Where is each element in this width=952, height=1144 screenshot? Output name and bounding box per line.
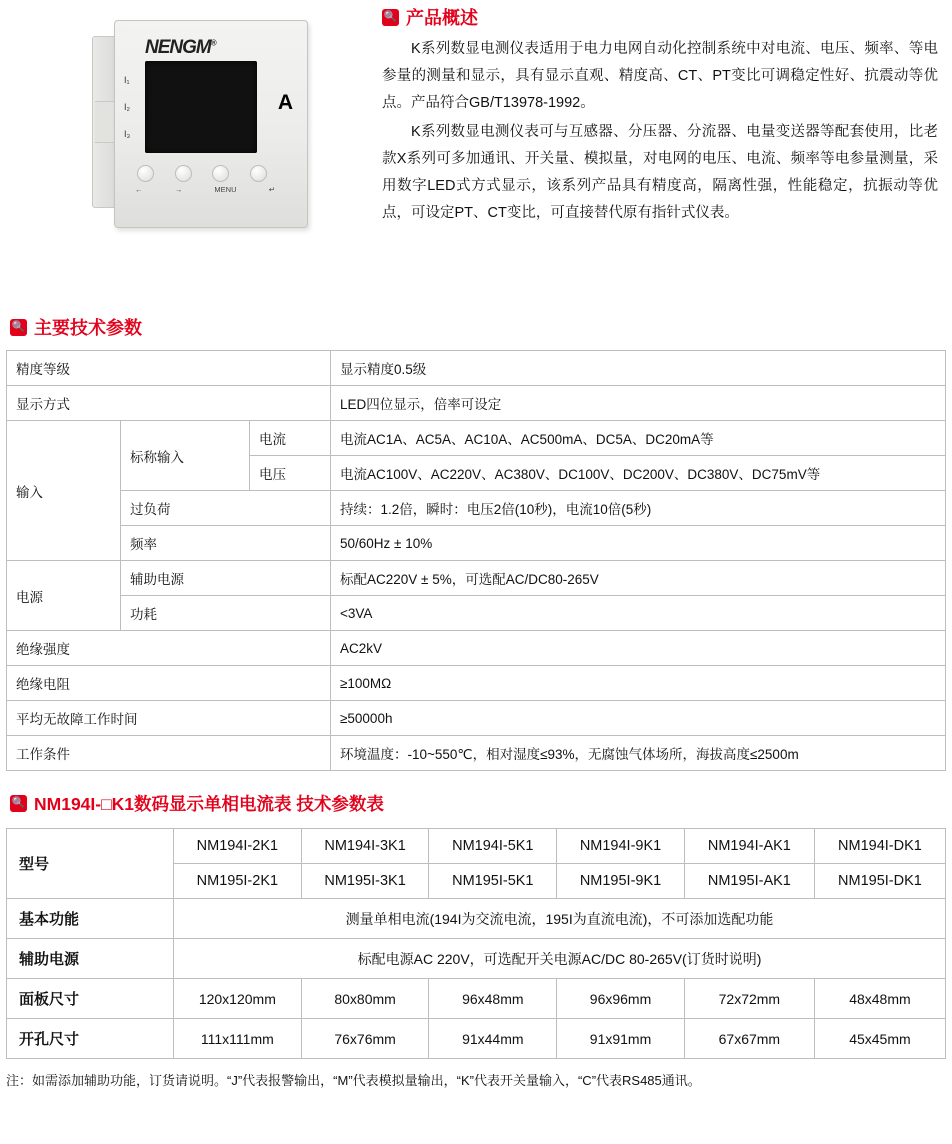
button-menu[interactable]: [212, 165, 229, 182]
panel-size-cell: 96x96mm: [557, 979, 685, 1019]
button-label-left: ←: [135, 185, 143, 194]
spec-label-insulation-resistance: 绝缘电阻: [7, 666, 331, 701]
table-row: [7, 979, 946, 1019]
spec-heading-text: 主要技术参数: [34, 318, 142, 338]
table-row: [7, 491, 946, 526]
spec-sublabel-voltage: 电压: [250, 456, 331, 491]
hole-size-cell: 111x111mm: [174, 1019, 302, 1059]
spec-label-power: 电源: [7, 561, 121, 631]
param-heading-text: NM194I-□K1数码显示单相电流表 技术参数表: [34, 794, 384, 814]
button-label-menu: MENU: [214, 185, 237, 194]
table-row: [7, 596, 946, 631]
button-left[interactable]: [137, 165, 154, 182]
param-label-model: 型号: [7, 829, 174, 899]
model-cell: NM195I-3K1: [301, 864, 429, 899]
panel-size-cell: 96x48mm: [429, 979, 557, 1019]
spec-label-conditions: 工作条件: [7, 736, 331, 771]
spec-sublabel-current: 电流: [250, 421, 331, 456]
spec-value-display: LED四位显示，倍率可设定: [331, 386, 946, 421]
spec-sublabel-overload: 过负荷: [121, 491, 331, 526]
spec-value-voltage: 电流AC100V、AC220V、AC380V、DC100V、DC200V、DC380V、DC75mV等: [331, 456, 946, 491]
overview-heading: [382, 4, 938, 30]
model-cell: NM194I-3K1: [301, 829, 429, 864]
meter-button-labels: [135, 185, 275, 194]
model-cell: NM194I-AK1: [684, 829, 814, 864]
terminal-labels: [124, 67, 130, 148]
overview-paragraph-2: K系列数显电测仪表可与互感器、分压器、分流器、电量变送器等配套使用，比老款X系列可多加通讯、开关量、模拟量，对电网的电压、电流、频率等电参量测量，采用数字LED式方式显示，该系列产品具有精度高，隔离性强，性能稳定，抗振动等优点，可设定PT、CT变比，可直接替代原有指针式仪表。: [382, 124, 938, 221]
spec-heading: [10, 314, 946, 340]
table-row: [7, 829, 946, 864]
table-row: [7, 666, 946, 701]
terminal-label-3: I₃: [124, 129, 131, 139]
overview-heading-text: 产品概述: [406, 8, 478, 28]
hole-size-cell: 45x45mm: [814, 1019, 945, 1059]
param-value-power: 标配电源AC 220V，可选配开关电源AC/DC 80-265V(订货时说明): [174, 939, 946, 979]
overview-paragraph-1: K系列数显电测仪表适用于电力电网自动化控制系统中对电流、电压、频率、等电参量的测量和显示，具有显示直观、精度高、CT、PT变比可调稳定性好、抗震动等优点。产品符合GB/T13978-1992。: [382, 41, 938, 111]
model-cell: NM195I-DK1: [814, 864, 945, 899]
model-cell: NM194I-9K1: [557, 829, 685, 864]
search-icon: 🔍: [10, 795, 27, 812]
spec-label-insulation-strength: 绝缘强度: [7, 631, 331, 666]
search-icon: 🔍: [10, 319, 27, 336]
table-row: [7, 351, 946, 386]
table-row: [7, 1019, 946, 1059]
button-label-right: →: [174, 185, 183, 194]
table-row: [7, 899, 946, 939]
param-value-function: 测量单相电流(194I为交流电流，195I为直流电流)，不可添加选配功能: [174, 899, 946, 939]
terminal-label-2: I₂: [124, 102, 130, 112]
spec-sublabel-aux-power: 辅助电源: [121, 561, 331, 596]
meter-front-panel: [114, 20, 308, 228]
panel-size-cell: 72x72mm: [684, 979, 814, 1019]
meter-buttons: [137, 165, 267, 182]
model-cell: NM195I-5K1: [429, 864, 557, 899]
spec-value-current: 电流AC1A、AC5A、AC10A、AC500mA、DC5A、DC20mA等: [331, 421, 946, 456]
model-cell: NM194I-5K1: [429, 829, 557, 864]
table-row: [7, 561, 946, 596]
table-row: [7, 939, 946, 979]
brand-text: NENGM: [145, 37, 211, 58]
spec-section: [0, 314, 952, 340]
hole-size-cell: 67x67mm: [684, 1019, 814, 1059]
spec-value-insulation-strength: AC2kV: [331, 631, 946, 666]
terminal-label-1: I₁: [124, 75, 130, 85]
param-table: [6, 828, 946, 1059]
meter-device-illustration: [92, 20, 307, 230]
param-label-panel-size: 面板尺寸: [7, 979, 174, 1019]
button-label-enter: ↵: [268, 185, 275, 194]
spec-value-accuracy: 显示精度0.5级: [331, 351, 946, 386]
spec-label-mtbf: 平均无故障工作时间: [7, 701, 331, 736]
spec-label-accuracy: 精度等级: [7, 351, 331, 386]
model-cell: NM194I-DK1: [814, 829, 945, 864]
spec-value-insulation-resistance: ≥100MΩ: [331, 666, 946, 701]
table-row: [7, 386, 946, 421]
model-cell: NM195I-2K1: [174, 864, 302, 899]
param-heading: [10, 791, 946, 816]
spec-table: [6, 350, 946, 771]
model-cell: NM195I-AK1: [684, 864, 814, 899]
hole-size-cell: 91x91mm: [557, 1019, 685, 1059]
model-cell: NM195I-9K1: [557, 864, 685, 899]
spec-sublabel-nominal-input: 标称输入: [121, 421, 250, 491]
spec-value-mtbf: ≥50000h: [331, 701, 946, 736]
overview-text-block: [382, 0, 944, 229]
led-display: [145, 61, 257, 153]
spec-value-consumption: <3VA: [331, 596, 946, 631]
spec-label-display: 显示方式: [7, 386, 331, 421]
spec-value-conditions: 环境温度：-10~550℃，相对湿度≤93%，无腐蚀气体场所，海拔高度≤2500m: [331, 736, 946, 771]
table-row: [7, 736, 946, 771]
panel-size-cell: 80x80mm: [301, 979, 429, 1019]
brand-logo: [145, 37, 216, 59]
table-row: [7, 701, 946, 736]
spec-value-frequency: 50/60Hz ± 10%: [331, 526, 946, 561]
spec-value-aux-power: 标配AC220V ± 5%，可选配AC/DC80-265V: [331, 561, 946, 596]
brand-mark: ®: [210, 38, 216, 48]
search-icon: 🔍: [382, 9, 399, 26]
spec-label-input: 输入: [7, 421, 121, 561]
panel-size-cell: 120x120mm: [174, 979, 302, 1019]
param-label-hole-size: 开孔尺寸: [7, 1019, 174, 1059]
model-cell: NM194I-2K1: [174, 829, 302, 864]
param-label-function: 基本功能: [7, 899, 174, 939]
hole-size-cell: 76x76mm: [301, 1019, 429, 1059]
panel-size-cell: 48x48mm: [814, 979, 945, 1019]
button-right[interactable]: [175, 165, 192, 182]
hole-size-cell: 91x44mm: [429, 1019, 557, 1059]
phase-label: A: [277, 91, 293, 114]
footnote: 注：如需添加辅助功能，订货请说明。“J”代表报警输出，“M”代表模拟量输出，“K”代表开关量输入，“C”代表RS485通讯。: [6, 1073, 701, 1088]
spec-sublabel-frequency: 频率: [121, 526, 331, 561]
spec-value-overload: 持续：1.2倍，瞬时：电压2倍(10秒)，电流10倍(5秒): [331, 491, 946, 526]
button-enter[interactable]: [250, 165, 267, 182]
spec-sublabel-consumption: 功耗: [121, 596, 331, 631]
table-row: [7, 631, 946, 666]
param-label-power: 辅助电源: [7, 939, 174, 979]
table-row: [7, 526, 946, 561]
param-section: [0, 791, 952, 816]
overview-section: [0, 0, 952, 300]
product-image: [0, 0, 382, 300]
table-row: [7, 421, 946, 456]
